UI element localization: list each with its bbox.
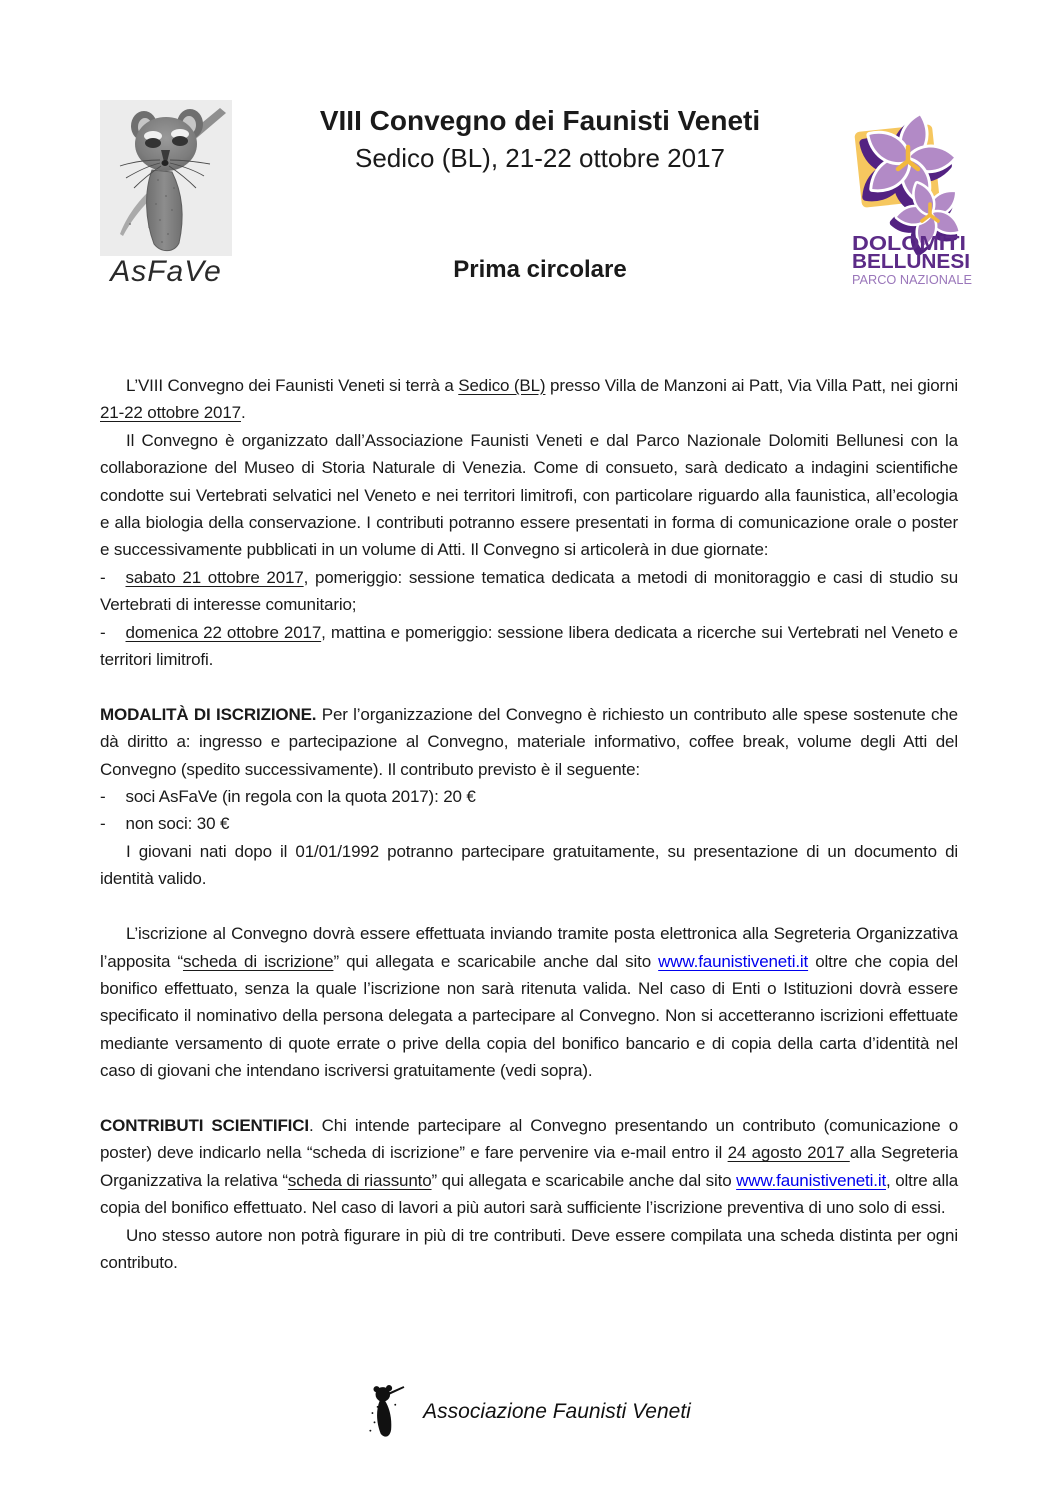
text-run: L’VIII Convegno dei Faunisti Veneti si terrà a xyxy=(126,376,459,395)
text-run: CONTRIBUTI SCIENTIFICI xyxy=(100,1115,309,1135)
park-logo-line3: PARCO NAZIONALE xyxy=(852,273,972,287)
footer-association-name: Associazione Faunisti Veneti xyxy=(423,1400,691,1423)
text-run: scheda di iscrizione xyxy=(182,951,334,971)
paragraph xyxy=(100,920,958,1084)
park-logo xyxy=(844,98,976,290)
text-run: Sedico (BL) xyxy=(458,376,546,395)
paragraph xyxy=(100,372,958,427)
list-item xyxy=(100,619,958,674)
paragraph xyxy=(100,838,958,893)
text-run: sabato 21 ottobre 2017 xyxy=(125,567,304,587)
list-item xyxy=(100,783,958,810)
text-run: Uno stesso autore non potrà figurare in più di tre contributi. Deve essere compilata una scheda distinta per ogni contributo. xyxy=(100,1225,958,1272)
paragraph xyxy=(100,701,958,783)
text-run: - xyxy=(100,567,106,587)
text-run: soci AsFaVe (in regola con la quota 2017): 20 € xyxy=(125,787,476,807)
text-run: Per l’organizzazione del Convegno è richiesto un contributo alle spese sostenute che dà diritto a: ingresso e partecipazione al Convegno, materiale informativo, coffee break, volume degli Atti del Convegno (spedito successivamente). Il contributo previsto è il seguente: xyxy=(100,704,958,779)
text-run: I giovani nati dopo il 01/01/1992 potranno partecipare gratuitamente, su presentazione di un documento di identità valido. xyxy=(100,841,958,889)
text-run: L’iscrizione al Convegno dovrà essere effettuata inviando tramite posta elettronica alla Segreteria Organizzativa l’apposita “ xyxy=(100,924,958,971)
paragraph xyxy=(100,1222,958,1277)
paragraph xyxy=(100,427,958,564)
text-run: . Chi intende partecipare al Convegno presentando un contributo (comunicazione o poster) deve indicarlo nella “scheda di iscrizione” e fare pervenire via e-mail entro il xyxy=(100,1115,959,1163)
text-run: oltre che copia del bonifico effettuato, senza la quale l’iscrizione non sarà ritenuta valida. Nel caso di Enti o Istituzioni dovrà essere specificato il nominativo della persona delegata a partecipare al Convegno. Non si accetteranno iscrizioni effettuate mediante versamento di quote errate o prive della copia del bonifico bancario e di copia della carta d’identità nel caso di giovani che intendano iscriversi gratuitamente (vedi sopra). xyxy=(100,951,959,1081)
dormouse-illustration xyxy=(100,100,232,256)
text-run: , mattina e pomeriggio: sessione libera dedicata a ricerche sui Vertebrati nel Veneto e territori limitrofi. xyxy=(100,622,958,670)
conference-title: VIII Convegno dei Faunisti Veneti xyxy=(319,105,761,136)
asfave-logo xyxy=(100,100,232,288)
footer-dormouse-icon xyxy=(367,1384,409,1440)
text-run: - xyxy=(100,787,106,807)
text-run: ” qui allegata e scaricabile anche dal sito xyxy=(333,951,659,971)
blank-line xyxy=(100,673,958,700)
document-body xyxy=(100,372,958,1276)
park-logo-line2: BELLUNESI xyxy=(852,251,970,273)
text-run: 24 agosto 2017 xyxy=(727,1143,850,1163)
text-run: alla Segreteria Organizzativa la relativa “ xyxy=(100,1143,958,1190)
asfave-caption: AsFaVe xyxy=(110,255,222,288)
text-run: presso Villa de Manzoni ai Patt, Via Villa Patt, nei giorni xyxy=(545,376,958,395)
text-run: scheda di riassunto xyxy=(287,1170,432,1190)
text-run: domenica 22 ottobre 2017 xyxy=(125,622,322,642)
footer xyxy=(0,1384,1058,1440)
park-logo-line1: DOLOMITI xyxy=(852,233,966,255)
title-block xyxy=(240,104,840,174)
text-run: Il Convegno è organizzato dall’Associazione Faunisti Veneti e dal Parco Nazionale Dolomiti Bellunesi con la collaborazione del Museo di Storia Naturale di Venezia. Come di consueto, sarà dedicato a indagini scientifiche condotte sui Vertebrati selvatici nel Veneto e nei territori limitrofi, con particolare riguardo alla faunistica, all’ecologia e alla biologia della conservazione. I contributi potranno essere presentati in forma di comunicazione orale o poster e successivamente pubblicati in un volume di Atti. Il Convegno si articolerà in due giornate: xyxy=(100,430,958,560)
blank-line xyxy=(100,1085,958,1112)
text-run: MODALITÀ DI ISCRIZIONE. xyxy=(100,704,317,724)
text-run: - xyxy=(100,622,106,642)
list-item xyxy=(100,564,958,619)
faunistiveneti-link[interactable]: www.faunistiveneti.it xyxy=(658,951,809,971)
park-flower-icon xyxy=(844,98,976,290)
text-run: . xyxy=(240,403,246,423)
text-run: , pomeriggio: sessione tematica dedicata a metodi di monitoraggio e casi di studio su Vertebrati di interesse comunitario; xyxy=(100,567,958,615)
text-run: , oltre alla copia del bonifico effettuato. Nel caso di lavori a più autori sarà sufficiente l’iscrizione preventiva di uno solo di essi. xyxy=(100,1170,958,1218)
text-run: ” qui allegata e scaricabile anche dal sito xyxy=(431,1170,737,1190)
text-run: - xyxy=(100,814,106,834)
faunistiveneti-link[interactable]: www.faunistiveneti.it xyxy=(736,1170,887,1190)
text-run: non soci: 30 € xyxy=(125,814,230,834)
circular-heading: Prima circolare xyxy=(453,256,627,283)
blank-line xyxy=(100,893,958,920)
list-item xyxy=(100,810,958,837)
paragraph xyxy=(100,1112,958,1222)
text-run: 21-22 ottobre 2017 xyxy=(100,403,241,423)
conference-subtitle: Sedico (BL), 21-22 ottobre 2017 xyxy=(354,143,726,173)
